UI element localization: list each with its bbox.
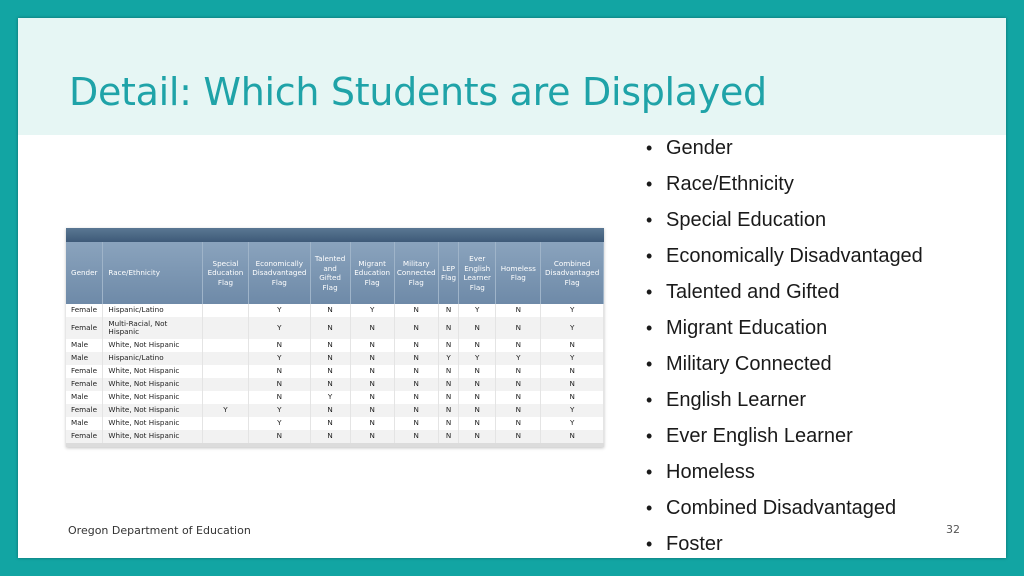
table-cell: N (541, 365, 604, 378)
table-cell: Y (249, 352, 311, 365)
table-cell: N (438, 404, 459, 417)
bullet-item (644, 202, 994, 238)
table-cell: Y (541, 352, 604, 365)
table-cell: Y (496, 352, 541, 365)
table-cell: Y (202, 404, 248, 417)
table-cell: N (310, 404, 350, 417)
table-cell: N (459, 339, 496, 352)
table-cell: N (438, 304, 459, 317)
table-cell: N (459, 378, 496, 391)
table-cell: Female (66, 317, 103, 339)
table-cell (202, 378, 248, 391)
table-cell: N (459, 430, 496, 443)
table-cell: N (496, 417, 541, 430)
bullet-dot-icon: • (646, 426, 653, 446)
table-cell: Male (66, 352, 103, 365)
table-cell: N (350, 404, 394, 417)
table-cell: White, Not Hispanic (103, 430, 202, 443)
table-toolbar (66, 228, 604, 242)
table-cell: N (350, 430, 394, 443)
table-cell: N (394, 304, 438, 317)
data-table (66, 242, 604, 443)
table-cell: N (438, 430, 459, 443)
bullet-item (644, 166, 994, 202)
table-header-row (66, 242, 604, 304)
table-cell: Y (541, 304, 604, 317)
bullet-item (644, 526, 994, 562)
bullet-text: Gender (666, 137, 733, 159)
table-cell: Y (249, 417, 311, 430)
table-cell: Female (66, 378, 103, 391)
bullet-item (644, 418, 994, 454)
bullet-text: Foster (666, 533, 723, 555)
bullet-text: Combined Disadvantaged (666, 497, 897, 519)
table-cell: N (496, 317, 541, 339)
table-cell: N (438, 317, 459, 339)
table-cell: Y (249, 404, 311, 417)
bullet-text: Talented and Gifted (666, 281, 840, 303)
bullet-item (644, 310, 994, 346)
table-cell: Female (66, 404, 103, 417)
table-cell: N (310, 352, 350, 365)
table-cell: Female (66, 430, 103, 443)
bullet-item (644, 454, 994, 490)
column-header[interactable]: Homeless Flag (496, 242, 541, 304)
bullet-text: Migrant Education (666, 317, 828, 339)
table-cell: N (438, 365, 459, 378)
bullet-dot-icon: • (646, 390, 653, 410)
table-row (66, 417, 604, 430)
table-cell: N (394, 365, 438, 378)
bullet-dot-icon: • (646, 138, 653, 158)
footer-organization: Oregon Department of Education (68, 524, 251, 537)
bullet-dot-icon: • (646, 246, 653, 266)
table-cell: Y (249, 304, 311, 317)
table-cell: N (496, 391, 541, 404)
bullet-dot-icon: • (646, 318, 653, 338)
table-cell: Hispanic/Latino (103, 352, 202, 365)
slide-title: Detail: Which Students are Displayed (69, 70, 767, 114)
table-cell: N (249, 378, 311, 391)
table-cell: N (394, 417, 438, 430)
table-cell: N (541, 391, 604, 404)
table-row (66, 404, 604, 417)
table-footer-bar (66, 443, 604, 447)
table-cell: Y (350, 304, 394, 317)
column-header[interactable]: Ever English Learner Flag (459, 242, 496, 304)
table-cell: N (249, 339, 311, 352)
table-cell: Male (66, 339, 103, 352)
bullet-text: Ever English Learner (666, 425, 853, 447)
table-cell: N (350, 391, 394, 404)
column-header[interactable]: Special Education Flag (202, 242, 248, 304)
table-cell (202, 317, 248, 339)
table-cell: N (310, 339, 350, 352)
bullet-item (644, 490, 994, 526)
table-cell: N (350, 378, 394, 391)
table-cell: N (496, 365, 541, 378)
table-cell: N (310, 430, 350, 443)
table-cell: N (350, 365, 394, 378)
table-cell: Hispanic/Latino (103, 304, 202, 317)
table-row (66, 378, 604, 391)
table-cell: Y (249, 317, 311, 339)
table-row (66, 352, 604, 365)
table-cell: N (310, 378, 350, 391)
table-cell (202, 339, 248, 352)
table-cell: N (350, 317, 394, 339)
table-cell (202, 352, 248, 365)
table-cell: N (496, 339, 541, 352)
table-cell: Y (310, 391, 350, 404)
bullet-item (644, 238, 994, 274)
bullet-item (644, 382, 994, 418)
table-cell: White, Not Hispanic (103, 378, 202, 391)
table-cell: N (541, 430, 604, 443)
table-cell: N (459, 391, 496, 404)
table-cell (202, 365, 248, 378)
bullet-dot-icon: • (646, 174, 653, 194)
table-cell: N (496, 404, 541, 417)
table-row (66, 430, 604, 443)
bullet-text: Economically Disadvantaged (666, 245, 923, 267)
column-header[interactable]: LEP Flag (438, 242, 459, 304)
table-cell: Female (66, 304, 103, 317)
table-cell: Y (541, 417, 604, 430)
table-cell: N (310, 417, 350, 430)
table-cell (202, 430, 248, 443)
table-cell: N (310, 304, 350, 317)
bullet-item (644, 274, 994, 310)
table-cell: Y (541, 404, 604, 417)
column-header[interactable]: Military Connected Flag (394, 242, 438, 304)
bullet-text: Race/Ethnicity (666, 173, 794, 195)
table-cell (202, 391, 248, 404)
column-header[interactable]: Race/Ethnicity (103, 242, 202, 304)
table-cell: White, Not Hispanic (103, 391, 202, 404)
table-cell: N (438, 391, 459, 404)
table-cell: White, Not Hispanic (103, 404, 202, 417)
table-cell: N (394, 404, 438, 417)
table-cell: N (394, 430, 438, 443)
bullet-dot-icon: • (646, 210, 653, 230)
bullet-dot-icon: • (646, 462, 653, 482)
table-cell: N (394, 317, 438, 339)
table-cell: N (394, 378, 438, 391)
table-cell: White, Not Hispanic (103, 339, 202, 352)
table-cell: N (310, 365, 350, 378)
table-cell: N (541, 378, 604, 391)
column-header[interactable]: Migrant Education Flag (350, 242, 394, 304)
table-row (66, 391, 604, 404)
table-cell: Multi-Racial, Not Hispanic (103, 317, 202, 339)
table-cell: N (310, 317, 350, 339)
bullet-dot-icon: • (646, 498, 653, 518)
bullet-item (644, 346, 994, 382)
table-cell: N (438, 378, 459, 391)
table-cell: Y (541, 317, 604, 339)
table-cell: N (496, 304, 541, 317)
bullet-list (644, 130, 994, 562)
student-detail-table (66, 228, 604, 447)
table-row (66, 339, 604, 352)
column-header[interactable]: Combined Disadvantaged Flag (541, 242, 604, 304)
bullet-dot-icon: • (646, 282, 653, 302)
bullet-text: Special Education (666, 209, 827, 231)
table-cell: N (350, 417, 394, 430)
table-body (66, 304, 604, 443)
table-row (66, 304, 604, 317)
table-cell: N (350, 339, 394, 352)
table-row (66, 317, 604, 339)
slide (18, 18, 1006, 558)
column-header[interactable]: Economically Disadvantaged Flag (249, 242, 311, 304)
table-cell: Y (459, 304, 496, 317)
table-cell: N (459, 317, 496, 339)
bullet-dot-icon: • (646, 354, 653, 374)
table-cell: Y (438, 352, 459, 365)
table-cell: N (496, 430, 541, 443)
table-cell: N (394, 339, 438, 352)
table-cell: N (459, 365, 496, 378)
table-cell: N (394, 391, 438, 404)
table-cell: N (350, 352, 394, 365)
page-number: 32 (946, 523, 960, 536)
column-header[interactable]: Talented and Gifted Flag (310, 242, 350, 304)
bullet-dot-icon: • (646, 534, 653, 554)
bullet-text: Military Connected (666, 353, 832, 375)
table-cell: N (459, 404, 496, 417)
bullet-item (644, 130, 994, 166)
table-cell: N (438, 339, 459, 352)
table-cell: Male (66, 417, 103, 430)
table-row (66, 365, 604, 378)
table-cell: N (496, 378, 541, 391)
bullet-text: Homeless (666, 461, 755, 483)
title-band (18, 18, 1006, 135)
table-cell: White, Not Hispanic (103, 365, 202, 378)
table-cell: Male (66, 391, 103, 404)
table-cell: N (249, 365, 311, 378)
table-cell: N (249, 430, 311, 443)
table-cell: N (541, 339, 604, 352)
table-cell: White, Not Hispanic (103, 417, 202, 430)
table-cell: N (394, 352, 438, 365)
table-cell: N (438, 417, 459, 430)
column-header[interactable]: Gender (66, 242, 103, 304)
table-cell: Female (66, 365, 103, 378)
table-cell (202, 417, 248, 430)
bullet-text: English Learner (666, 389, 807, 411)
table-cell: N (459, 417, 496, 430)
table-cell (202, 304, 248, 317)
table-cell: Y (459, 352, 496, 365)
table-cell: N (249, 391, 311, 404)
